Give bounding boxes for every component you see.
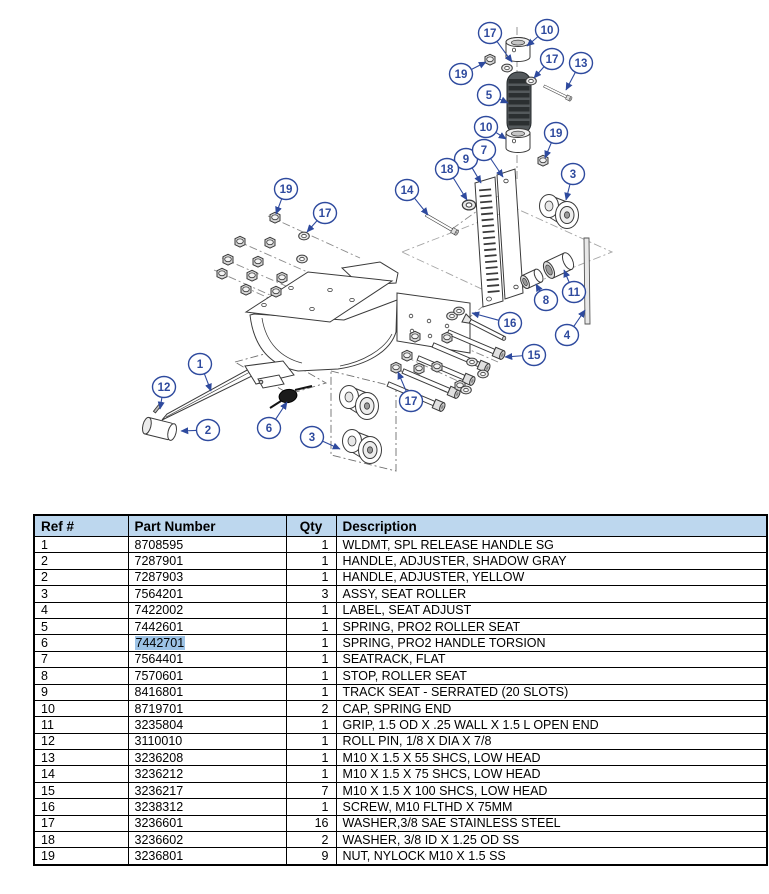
part-row-ref-18: [34, 832, 767, 848]
cell-desc: WASHER, 3/8 ID X 1.25 OD SS: [336, 832, 767, 848]
cell-ref: 14: [34, 766, 128, 782]
cell-qty: 1: [286, 766, 336, 782]
callout-number: 15: [527, 350, 541, 362]
nut-icon: [485, 54, 495, 65]
callout-14: [396, 180, 429, 216]
nut-icon: [391, 362, 401, 373]
cell-ref: 13: [34, 750, 128, 766]
callout-leader-line: [491, 159, 503, 177]
washer-icon: [478, 370, 489, 378]
cell-part: 3236601: [128, 815, 286, 831]
washer-icon: [526, 77, 537, 85]
part-row-ref-14: [34, 766, 767, 782]
callout-leader-line: [160, 398, 162, 409]
callout-leader-line: [307, 221, 317, 232]
highlighted-part-number[interactable]: 7442701: [135, 636, 185, 651]
part-row-ref-8: [34, 668, 767, 684]
part-row-ref-1: [34, 537, 767, 553]
cell-ref: 8: [34, 668, 128, 684]
callout-number: 19: [279, 184, 293, 196]
cell-ref: 10: [34, 700, 128, 716]
nut-icon: [247, 270, 257, 281]
part-seat-roller-upper: [540, 195, 579, 229]
callout-number: 17: [404, 396, 418, 408]
cell-desc: NUT, NYLOCK M10 X 1.5 SS: [336, 848, 767, 865]
cell-desc: M10 X 1.5 X 55 SHCS, LOW HEAD: [336, 750, 767, 766]
nut-icon: [235, 236, 245, 247]
cell-qty: 1: [286, 537, 336, 553]
callout-leader-line: [472, 62, 486, 69]
callout-number: 11: [567, 287, 581, 299]
cell-part: 7564201: [128, 586, 286, 602]
callout-number: 4: [563, 330, 571, 342]
cell-part: 7422002: [128, 602, 286, 618]
part-row-ref-6: [34, 635, 767, 651]
callout-number: 3: [569, 169, 577, 181]
part-row-ref-3: [34, 586, 767, 602]
callout-leader-line: [496, 133, 506, 139]
callout-17: [307, 203, 337, 233]
callout-leader-line: [505, 356, 522, 357]
cell-qty: 1: [286, 668, 336, 684]
nut-icon: [432, 361, 442, 372]
nut-icon: [241, 284, 251, 295]
callout-leader-line: [415, 198, 428, 215]
cell-part: 3236212: [128, 766, 286, 782]
part-row-ref-16: [34, 799, 767, 815]
part-row-ref-13: [34, 750, 767, 766]
callout-17: [534, 49, 564, 79]
cell-desc: CAP, SPRING END: [336, 700, 767, 716]
callout-number: 17: [318, 208, 332, 220]
part-row-ref-11: [34, 717, 767, 733]
cell-qty: 1: [286, 733, 336, 749]
callout-4: [556, 310, 586, 346]
part-spring-cap-bottom: [506, 129, 530, 153]
callout-number: 3: [308, 432, 316, 444]
cell-ref: 7: [34, 651, 128, 667]
cell-desc: HANDLE, ADJUSTER, SHADOW GRAY: [336, 553, 767, 569]
washer-icon: [467, 358, 478, 366]
cell-ref: 18: [34, 832, 128, 848]
callout-16: [472, 313, 522, 334]
callout-number: 9: [462, 154, 470, 166]
cell-desc: SEATRACK, FLAT: [336, 651, 767, 667]
cell-desc: SPRING, PRO2 ROLLER SEAT: [336, 618, 767, 634]
cell-part: 3235804: [128, 717, 286, 733]
column-header-qty: Qty: [286, 515, 336, 537]
part-row-ref-9: [34, 684, 767, 700]
part-grip-open-end: [541, 251, 576, 280]
nut-icon: [270, 212, 280, 223]
parts-table: [33, 514, 768, 866]
part-row-ref-7: [34, 651, 767, 667]
part-row-ref-2: [34, 569, 767, 585]
cell-ref: 17: [34, 815, 128, 831]
washer-icon: [461, 386, 472, 394]
washer-icon: [502, 64, 513, 72]
callout-leader-line: [472, 168, 481, 183]
callout-10: [527, 20, 559, 47]
screw-m10x75: [425, 213, 460, 236]
callout-leader-line: [574, 310, 585, 326]
part-row-ref-17: [34, 815, 767, 831]
cell-desc: HANDLE, ADJUSTER, YELLOW: [336, 569, 767, 585]
callout-number: 8: [542, 295, 550, 307]
cell-part: 3236602: [128, 832, 286, 848]
nut-icon: [442, 332, 452, 343]
part-row-ref-15: [34, 782, 767, 798]
cell-desc: WLDMT, SPL RELEASE HANDLE SG: [336, 537, 767, 553]
cell-desc: STOP, ROLLER SEAT: [336, 668, 767, 684]
callout-number: 10: [479, 122, 493, 134]
callout-5: [478, 85, 509, 106]
nut-icon: [271, 286, 281, 297]
callout-13: [566, 53, 593, 91]
cell-desc: LABEL, SEAT ADJUST: [336, 602, 767, 618]
part-row-ref-2: [34, 553, 767, 569]
callout-3: [301, 427, 341, 450]
cell-part: 7442601: [128, 618, 286, 634]
callout-leader-line: [205, 374, 211, 391]
callout-19: [545, 123, 568, 159]
cell-part: 7564401: [128, 651, 286, 667]
callout-number: 1: [196, 359, 204, 371]
callout-leader-line: [276, 402, 287, 419]
cell-qty: 2: [286, 700, 336, 716]
callout-7: [473, 140, 504, 178]
part-handle-grip: [141, 417, 178, 442]
callout-number: 18: [440, 164, 454, 176]
washer-icon: [297, 255, 308, 263]
cell-desc: WASHER,3/8 SAE STAINLESS STEEL: [336, 815, 767, 831]
callout-11: [563, 270, 586, 303]
callout-leader-line: [566, 73, 575, 90]
cell-part: 3110010: [128, 733, 286, 749]
callout-leader-line: [534, 67, 544, 78]
cell-ref: 9: [34, 684, 128, 700]
cell-part: 7570601: [128, 668, 286, 684]
nut-icon: [217, 268, 227, 279]
cell-part: 7287903: [128, 569, 286, 585]
cell-ref: 16: [34, 799, 128, 815]
callout-number: 13: [574, 58, 588, 70]
cell-ref: 15: [34, 782, 128, 798]
callout-12: [153, 377, 176, 410]
cell-qty: 9: [286, 848, 336, 865]
callout-3: [562, 164, 585, 201]
cell-ref: 4: [34, 602, 128, 618]
callout-19: [450, 62, 487, 85]
cell-qty: 1: [286, 684, 336, 700]
part-row-ref-19: [34, 848, 767, 865]
callout-leader-line: [566, 185, 570, 200]
cell-ref: 19: [34, 848, 128, 865]
cell-part: 8719701: [128, 700, 286, 716]
parts-table-body: [34, 537, 767, 865]
cell-part: 8416801: [128, 684, 286, 700]
cell-qty: 1: [286, 569, 336, 585]
cell-qty: 2: [286, 832, 336, 848]
cell-ref: 11: [34, 717, 128, 733]
callout-leader-line: [545, 143, 551, 158]
cell-desc: ROLL PIN, 1/8 X DIA X 7/8: [336, 733, 767, 749]
part-row-ref-12: [34, 733, 767, 749]
nut-icon: [277, 272, 287, 283]
nut-icon: [253, 256, 263, 267]
cell-qty: 1: [286, 635, 336, 651]
washer-icon: [462, 200, 475, 210]
callout-leader-line: [181, 430, 196, 431]
washer-icon: [454, 307, 465, 315]
cell-desc: M10 X 1.5 X 100 SHCS, LOW HEAD: [336, 782, 767, 798]
nut-icon: [265, 237, 275, 248]
part-row-ref-4: [34, 602, 767, 618]
part-row-ref-10: [34, 700, 767, 716]
part-torsion-spring: [270, 386, 312, 408]
callout-19: [275, 179, 298, 215]
cell-ref: 5: [34, 618, 128, 634]
part-release-handle: [162, 361, 294, 420]
part-seat-roller-lower-1: [340, 386, 379, 420]
cell-part: [128, 635, 286, 651]
callout-number: 12: [157, 382, 171, 394]
callout-number: 16: [503, 318, 517, 330]
callout-leader-line: [536, 284, 540, 291]
cell-ref: 3: [34, 586, 128, 602]
callout-15: [505, 345, 546, 366]
cell-ref: 1: [34, 537, 128, 553]
part-row-ref-5: [34, 618, 767, 634]
callout-1: [189, 354, 212, 392]
callout-number: 14: [400, 185, 414, 197]
washer-icon: [299, 232, 310, 240]
cell-desc: TRACK SEAT - SERRATED (20 SLOTS): [336, 684, 767, 700]
cell-qty: 7: [286, 782, 336, 798]
nut-icon: [402, 350, 412, 361]
nut-icon: [414, 363, 424, 374]
cell-qty: 1: [286, 602, 336, 618]
callout-leader-line: [472, 313, 498, 320]
callout-leader-line: [454, 178, 467, 200]
callout-number: 6: [265, 423, 273, 435]
nut-icon: [410, 331, 420, 342]
callout-8: [535, 284, 558, 311]
callout-number: 19: [549, 128, 563, 140]
callout-leader-line: [276, 199, 282, 214]
cell-desc: SPRING, PRO2 HANDLE TORSION: [336, 635, 767, 651]
cell-ref: 2: [34, 553, 128, 569]
cell-ref: 6: [34, 635, 128, 651]
callout-number: 19: [454, 69, 468, 81]
callout-number: 7: [480, 145, 488, 157]
cell-part: 3236208: [128, 750, 286, 766]
cell-ref: 12: [34, 733, 128, 749]
callout-number: 5: [485, 90, 493, 102]
cell-ref: 2: [34, 569, 128, 585]
cell-desc: SCREW, M10 FLTHD X 75MM: [336, 799, 767, 815]
cell-part: 3236801: [128, 848, 286, 865]
washer-large: [462, 200, 475, 210]
cell-qty: 1: [286, 717, 336, 733]
callout-10: [475, 117, 507, 140]
cell-qty: 1: [286, 750, 336, 766]
cell-part: 7287901: [128, 553, 286, 569]
cell-qty: 1: [286, 799, 336, 815]
nut-icon: [223, 254, 233, 265]
cell-desc: M10 X 1.5 X 75 SHCS, LOW HEAD: [336, 766, 767, 782]
part-seat-roller-lower-2: [343, 430, 382, 464]
cell-desc: ASSY, SEAT ROLLER: [336, 586, 767, 602]
column-header-desc: Description: [336, 515, 767, 537]
cell-desc: GRIP, 1.5 OD X .25 WALL X 1.5 L OPEN END: [336, 717, 767, 733]
column-header-part: Part Number: [128, 515, 286, 537]
nut-icon: [538, 155, 548, 166]
cell-part: 8708595: [128, 537, 286, 553]
callout-number: 17: [483, 28, 497, 40]
callout-number: 2: [204, 425, 212, 437]
cell-qty: 3: [286, 586, 336, 602]
callout-number: 17: [545, 54, 559, 66]
callout-2: [181, 420, 220, 441]
cell-qty: 16: [286, 815, 336, 831]
cell-qty: 1: [286, 618, 336, 634]
table-header-row: [34, 515, 767, 537]
cell-qty: 1: [286, 651, 336, 667]
callout-number: 10: [540, 25, 554, 37]
callout-leader-line: [323, 441, 340, 449]
column-header-ref: Ref #: [34, 515, 128, 537]
cell-part: 3238312: [128, 799, 286, 815]
cell-qty: 1: [286, 553, 336, 569]
cell-part: 3236217: [128, 782, 286, 798]
